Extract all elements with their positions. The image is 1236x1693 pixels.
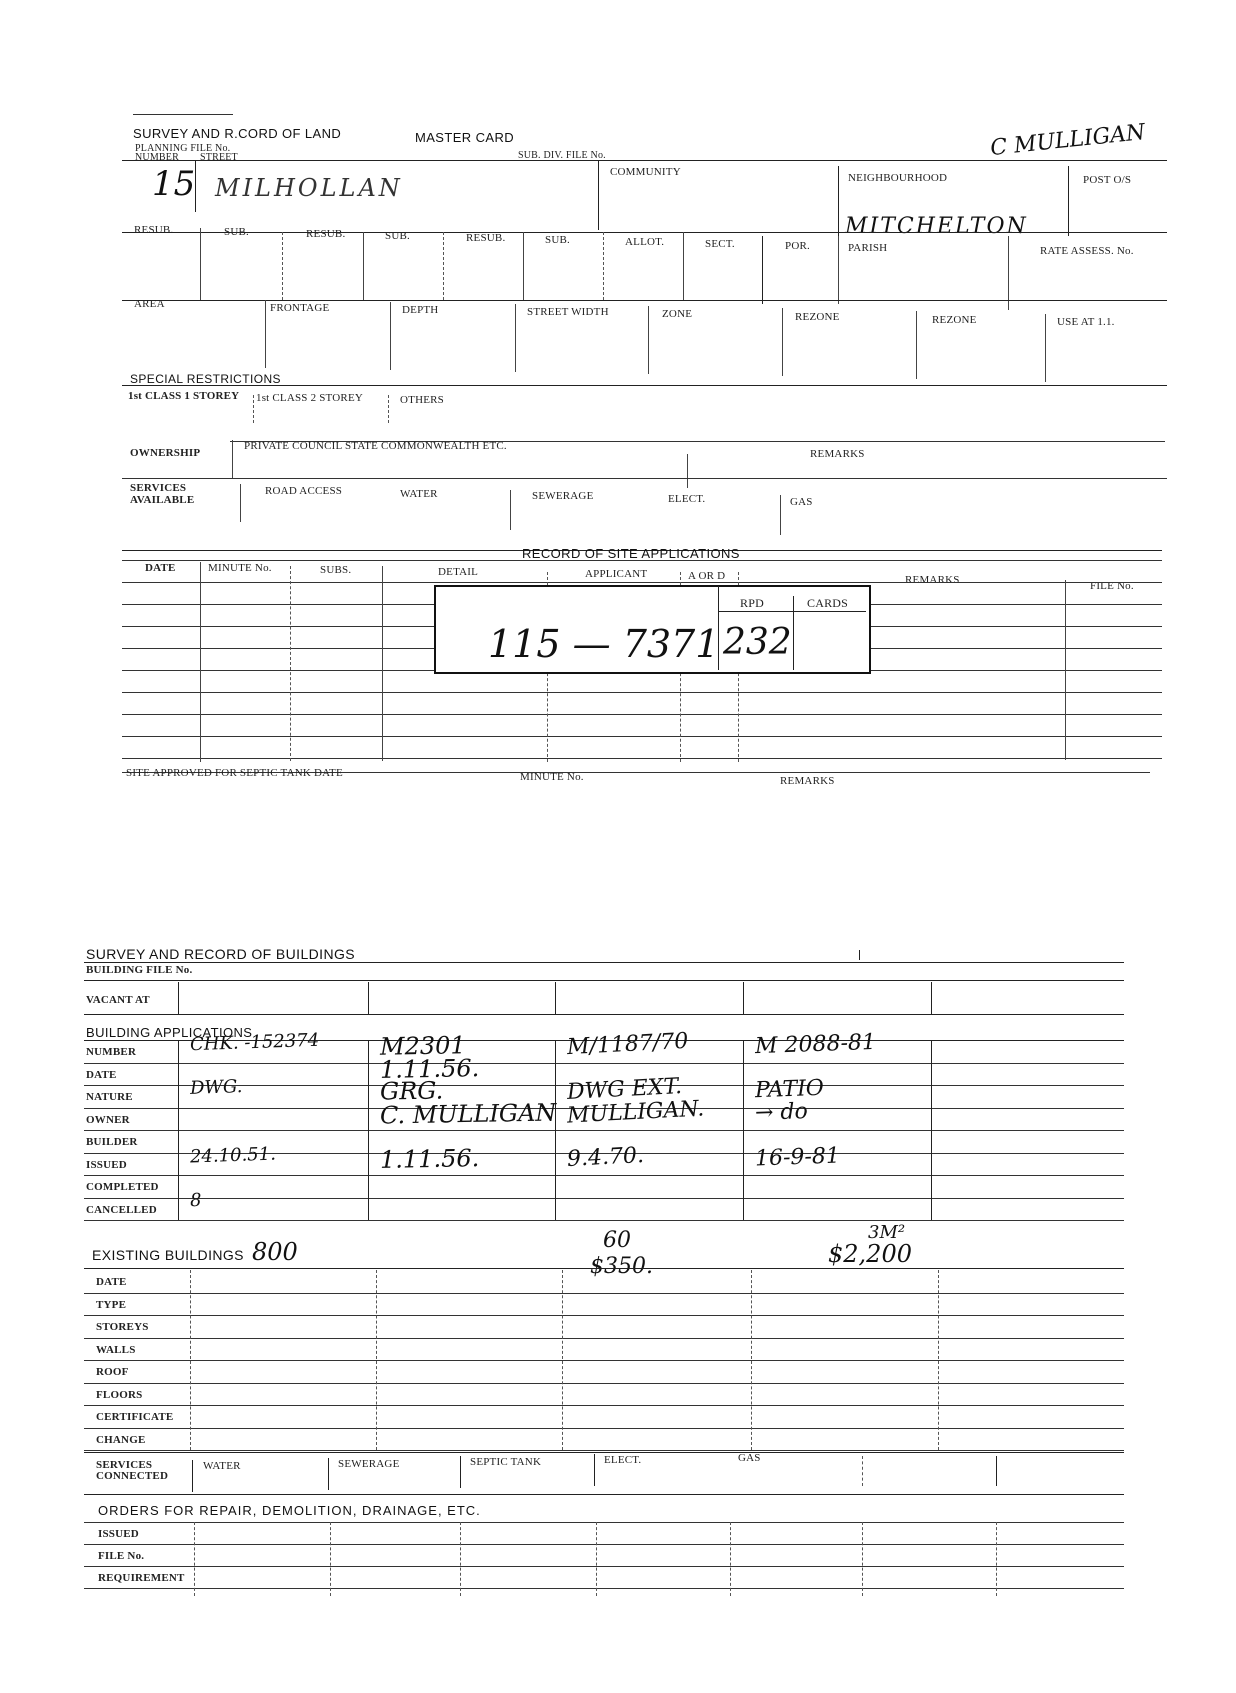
- eb-row-rule: [84, 1383, 1124, 1384]
- ord-row-rule: [84, 1566, 1124, 1567]
- ba-row-rule: [84, 1130, 1124, 1131]
- ba-col-rule: [555, 1040, 556, 1220]
- ba-col-rule: [178, 1040, 179, 1220]
- area-label: AREA: [134, 298, 165, 310]
- existing-col3-bottom: $350.: [590, 1254, 653, 1279]
- ba-cell-col1-issued: 24.10.51.: [189, 1143, 277, 1167]
- eb-row-label-floors: FLOORS: [96, 1388, 143, 1401]
- number-label: NUMBER: [135, 152, 179, 163]
- class1-label: 1st CLASS 1 STOREY: [128, 390, 240, 402]
- ba-cell-col2-number: M2301: [379, 1031, 466, 1061]
- resub3-label: RESUB.: [466, 232, 506, 244]
- ba-row-label-completed: COMPLETED: [86, 1181, 159, 1193]
- ba-cell-col2-owner: C. MULLIGAN: [379, 1097, 557, 1130]
- water-label: WATER: [400, 488, 438, 500]
- gas-label: GAS: [790, 496, 813, 508]
- allot-label: ALLOT.: [625, 236, 665, 248]
- rezone-label: REZONE: [795, 311, 840, 323]
- services-septic-label: SEPTIC TANK: [470, 1456, 542, 1468]
- existing-col4-bottom: $2,200: [828, 1240, 912, 1268]
- ba-cell-col3-issued: 9.4.70.: [566, 1142, 645, 1172]
- subdiv-file-label: SUB. DIV. FILE No.: [518, 150, 606, 161]
- resub2-label: RESUB.: [306, 228, 346, 240]
- eb-row-rule: [84, 1338, 1124, 1339]
- ba-row-label-cancelled: CANCELLED: [86, 1203, 157, 1216]
- ord-col-rule: [730, 1522, 731, 1596]
- eb-row-rule: [84, 1428, 1124, 1429]
- services-available-label: SERVICES AVAILABLE: [130, 482, 195, 506]
- septic-minute-label: MINUTE No.: [520, 771, 584, 783]
- eb-top-rule: [84, 1268, 1124, 1269]
- vacant-at-label: VACANT AT: [86, 994, 150, 1006]
- ba-cell-col4-issued: 16-9-81: [754, 1143, 841, 1171]
- neighbourhood-value: MITCHELTON: [845, 214, 1028, 239]
- ba-cell-col3-number: M/1187/70: [566, 1028, 689, 1061]
- sub-label: SUB.: [224, 226, 249, 238]
- ord-col-rule: [194, 1522, 195, 1596]
- eb-col-rule: [938, 1270, 939, 1450]
- ba-row-rule: [84, 1063, 1124, 1064]
- eb-row-rule: [84, 1315, 1124, 1316]
- ord-col-rule: [996, 1522, 997, 1596]
- ba-row-label-date: DATE: [86, 1068, 117, 1081]
- ba-row-rule: [84, 1175, 1124, 1176]
- eb-row-label-storeys: STOREYS: [96, 1321, 149, 1333]
- existing-col3-top: 60: [603, 1228, 631, 1253]
- building-card-title: SURVEY AND RECORD OF BUILDINGS: [86, 946, 355, 962]
- planning-file-label: PLANNING FILE No.: [135, 143, 231, 154]
- septic-approved-label: SITE APPROVED FOR SEPTIC TANK DATE: [126, 767, 343, 779]
- ownership-types-label: PRIVATE COUNCIL STATE COMMONWEALTH ETC.: [244, 440, 507, 452]
- ba-cell-col2-nature: GRG.: [379, 1076, 444, 1106]
- ba-row-label-nature: NATURE: [86, 1091, 133, 1103]
- eb-row-label-date: DATE: [96, 1276, 127, 1288]
- ba-col-rule: [368, 1040, 369, 1220]
- sewerage-label: SEWERAGE: [532, 490, 594, 502]
- ba-cell-col2-issued: 1.11.56.: [379, 1143, 480, 1174]
- eb-row-label-roof: ROOF: [96, 1366, 129, 1378]
- ba-cell-col1-nature: DWG.: [189, 1076, 243, 1099]
- master-card-label: MASTER CARD: [415, 130, 515, 145]
- stamp-rpd-label: RPD: [740, 596, 764, 610]
- applicant-col-label: APPLICANT: [585, 568, 648, 580]
- post-office-label: POST O/S: [1083, 174, 1132, 186]
- sub2-label: SUB.: [385, 230, 410, 242]
- zone-label: ZONE: [662, 308, 693, 320]
- class2-label: 1st CLASS 2 STOREY: [256, 392, 364, 404]
- detail-col-label: DETAIL: [438, 566, 479, 578]
- ord-row-label-1: FILE No.: [98, 1550, 145, 1562]
- building-file-label: BUILDING FILE No.: [86, 964, 193, 976]
- ord-col-rule: [862, 1522, 863, 1596]
- ba-row-label-builder: BUILDER: [86, 1136, 138, 1148]
- eb-row-label-change: CHANGE: [96, 1433, 146, 1446]
- community-label: COMMUNITY: [610, 166, 681, 178]
- ord-col-rule: [596, 1522, 597, 1596]
- eb-row-label-walls: WALLS: [96, 1343, 136, 1356]
- record-site-apps-title: RECORD OF SITE APPLICATIONS: [522, 546, 740, 561]
- stamp-cards-label: CARDS: [807, 596, 849, 610]
- street-width-label: STREET WIDTH: [527, 306, 609, 318]
- rate-assess-label: RATE ASSESS. No.: [1040, 245, 1134, 257]
- subs-col-label: SUBS.: [320, 564, 352, 576]
- ba-row-label-owner: OWNER: [86, 1113, 130, 1126]
- ord-top-rule: [84, 1522, 1124, 1523]
- stamp-file-number: 115 — 7371: [488, 622, 720, 666]
- ba-row-label-issued: ISSUED: [86, 1158, 127, 1171]
- ba-cell-col3-nature: DWG EXT.: [566, 1074, 683, 1105]
- road-access-label: ROAD ACCESS: [265, 485, 343, 497]
- sect-label: SECT.: [705, 238, 735, 250]
- por-label: POR.: [785, 240, 810, 252]
- ord-col-rule: [330, 1522, 331, 1596]
- ba-cell-col1-number: CHK. -152374: [189, 1029, 320, 1056]
- resub-label: RESUB.: [134, 224, 174, 236]
- date-col-label: DATE: [145, 562, 176, 574]
- remarks-label: REMARKS: [810, 448, 865, 460]
- ba-cell-col1-cancelled: 8: [189, 1189, 202, 1211]
- ba-row-rule: [84, 1220, 1124, 1221]
- ord-row-rule: [84, 1544, 1124, 1545]
- ord-col-rule: [460, 1522, 461, 1596]
- ba-cell-col4-nature: PATIO: [754, 1075, 825, 1104]
- file-no-col-label: FILE No.: [1090, 580, 1134, 592]
- services-connected-label: SERVICES CONNECTED: [96, 1459, 169, 1482]
- remarks2-col-label: REMARKS: [905, 574, 960, 586]
- ba-row-rule: [84, 1198, 1124, 1199]
- street-name-value: MILHOLLAN: [215, 174, 403, 202]
- ba-col-rule: [743, 1040, 744, 1220]
- elect-label: ELECT.: [668, 493, 706, 505]
- owner-handwriting: C MULLIGAN: [989, 119, 1147, 162]
- sub3-label: SUB.: [545, 234, 570, 246]
- building-applications-label: BUILDING APPLICATIONS: [86, 1025, 253, 1040]
- existing-buildings-value: 800: [252, 1238, 298, 1266]
- ba-col-rule: [931, 1040, 932, 1220]
- stamp-rpd-number: 232: [723, 622, 792, 663]
- septic-remarks-label: REMARKS: [780, 775, 835, 787]
- eb-col-rule: [562, 1270, 563, 1450]
- eb-row-rule: [84, 1293, 1124, 1294]
- eb-row-label-certificate: CERTIFICATE: [96, 1411, 174, 1423]
- ba-cell-col2-date: 1.11.56.: [379, 1053, 480, 1084]
- street-label: STREET: [200, 152, 238, 163]
- services-elect-label: ELECT.: [604, 1454, 642, 1466]
- services-sewerage-label: SEWERAGE: [338, 1458, 400, 1470]
- frontage-label: FRONTAGE: [270, 302, 330, 314]
- eb-row-rule: [84, 1405, 1124, 1406]
- eb-col-rule: [751, 1270, 752, 1450]
- ba-row-label-number: NUMBER: [86, 1046, 137, 1058]
- existing-buildings-label: EXISTING BUILDINGS: [92, 1247, 244, 1263]
- parish-label: PARISH: [848, 242, 888, 254]
- services-gas-label: GAS: [738, 1452, 761, 1464]
- orders-label: ORDERS FOR REPAIR, DEMOLITION, DRAINAGE, ETC.: [98, 1503, 481, 1518]
- ba-cell-col4-owner: → do: [754, 1098, 809, 1126]
- minute-no-col-label: MINUTE No.: [208, 562, 272, 574]
- eb-row-rule: [84, 1360, 1124, 1361]
- others-label: OTHERS: [400, 394, 444, 406]
- ba-cell-col3-owner: MULLIGAN.: [566, 1095, 705, 1129]
- depth-label: DEPTH: [402, 304, 439, 316]
- special-restrictions-label: SPECIAL RESTRICTIONS: [130, 372, 281, 386]
- use-at-label: USE AT 1.1.: [1057, 316, 1115, 328]
- eb-col-rule: [376, 1270, 377, 1450]
- ord-row-label-0: ISSUED: [98, 1528, 139, 1540]
- services-water-label: WATER: [203, 1460, 241, 1472]
- eb-col-rule: [190, 1270, 191, 1450]
- neighbourhood-label: NEIGHBOURHOOD: [848, 172, 948, 184]
- ord-row-label-2: REQUIREMENT: [98, 1572, 185, 1584]
- ba-cell-col4-number: M 2088-81: [754, 1029, 877, 1060]
- street-number-value: 15: [152, 164, 196, 204]
- rezone2-label: REZONE: [932, 314, 977, 326]
- eb-row-label-type: TYPE: [96, 1298, 127, 1311]
- ownership-label: OWNERSHIP: [130, 447, 201, 459]
- ord-row-rule: [84, 1588, 1124, 1589]
- existing-col4-top: 3M²: [868, 1222, 906, 1243]
- eb-row-rule: [84, 1450, 1124, 1451]
- land-card-title: SURVEY AND R.CORD OF LAND: [133, 126, 342, 141]
- a-or-d-col-label: A OR D: [688, 570, 726, 582]
